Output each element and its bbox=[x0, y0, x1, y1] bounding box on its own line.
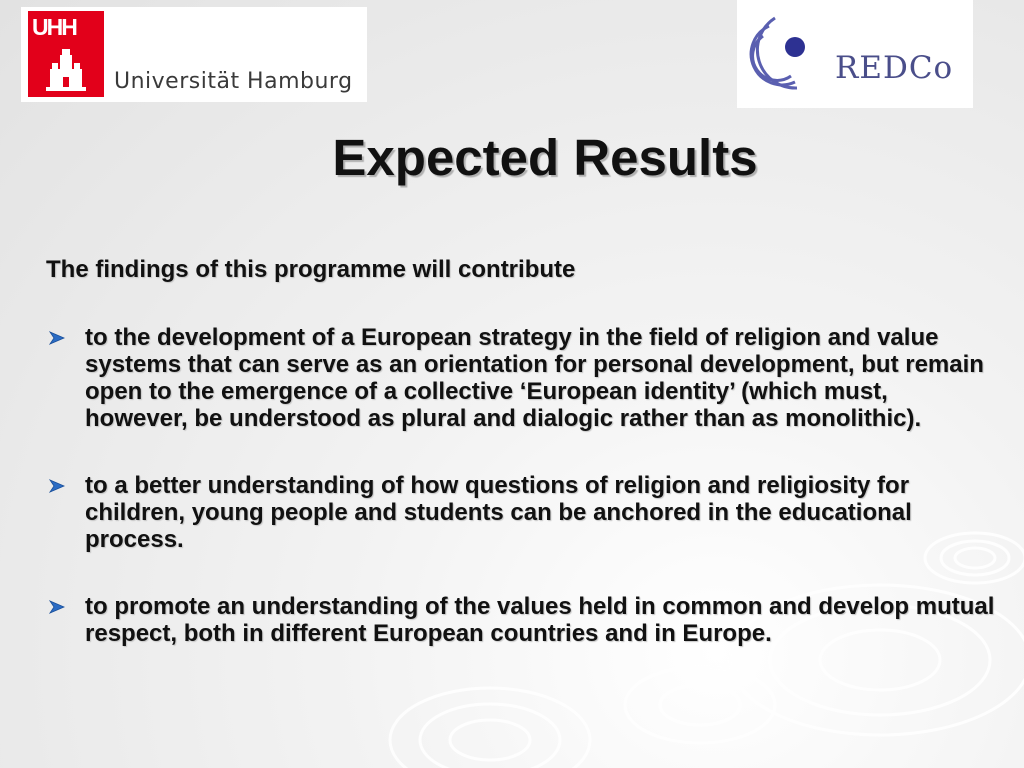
list-item bbox=[46, 472, 996, 553]
uhh-wordmark: Universität Hamburg bbox=[114, 69, 353, 94]
list-item bbox=[46, 324, 996, 432]
uhh-red-mark bbox=[28, 11, 104, 97]
bullet-text: to a better understanding of how questions of religion and religiosity for children, young people and students can be anchored in the educational process. bbox=[85, 472, 912, 553]
redco-wordmark: REDCo bbox=[835, 50, 954, 86]
arrow-bullet-icon bbox=[49, 479, 65, 493]
arrow-bullet-icon bbox=[49, 600, 65, 614]
universitat-hamburg-logo bbox=[21, 7, 367, 102]
arrow-bullet-icon bbox=[49, 331, 65, 345]
uhh-mark-text: UHH bbox=[32, 14, 76, 40]
bullet-list bbox=[46, 324, 996, 647]
redco-swirl-icon bbox=[737, 0, 837, 108]
hamburg-castle-icon bbox=[28, 11, 104, 97]
list-item bbox=[46, 593, 996, 647]
intro-text: The findings of this programme will contribute bbox=[46, 256, 576, 283]
slide-title: Expected Results bbox=[332, 129, 758, 186]
bullet-text: to the development of a European strategy in the field of religion and value systems that can serve as an orientation for personal development, but remain open to the emergence of a collective ‘European identity’ (which must, however, be understood as plural and dialogic rather than as monolithic). bbox=[85, 324, 984, 432]
bullet-text: to promote an understanding of the values held in common and develop mutual respect, both in different European countries and in Europe. bbox=[85, 593, 995, 647]
redco-logo bbox=[737, 0, 973, 108]
